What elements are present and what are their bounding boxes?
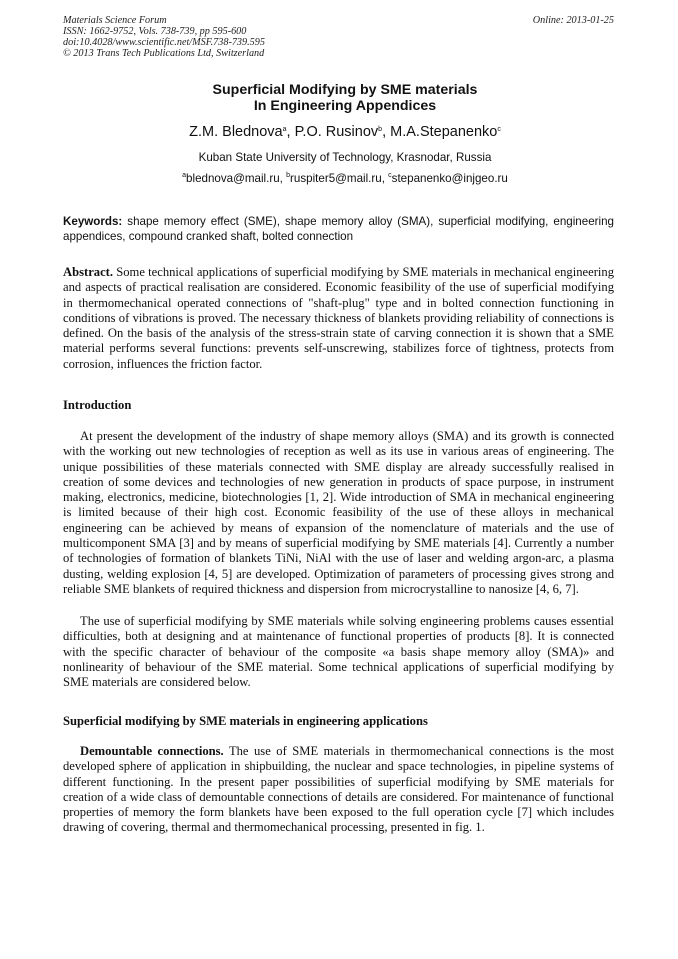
keywords-label: Keywords: <box>63 215 123 228</box>
keywords <box>63 214 614 244</box>
title-line-2: In Engineering Appendices <box>253 98 437 114</box>
author-mark: b <box>378 126 383 133</box>
title-line-1: Superficial Modifying by SME materials <box>212 82 478 98</box>
section-heading: Superficial modifying by SME materials in engineering applications <box>63 714 428 728</box>
author-list: Z.M. Blednova$^a$, P.O. Rusinov$^b$, M.A.Stepanenko$^c$ <box>189 124 501 140</box>
abstract-label: Abstract. <box>63 265 114 279</box>
abstract <box>63 265 614 372</box>
author-name: Z.M. Blednova <box>189 124 283 140</box>
introduction-paragraph: The use of superficial modifying by SME materials while solving engineering problems causes essential difficulties, both at designing and at maintenance of functional properties of products [8]. It is connected with the specific character of behaviour of the composite «a basis shape memory alloy (SMA)» and nonlinearity of behaviour of the SME material. Some technical applications of superficial modifying by SME materials are considered below. <box>63 614 614 690</box>
author-mark: a <box>282 126 287 133</box>
author-mark: c <box>497 126 501 133</box>
email-link[interactable]: blednova@mail.ru <box>186 172 280 185</box>
email-link[interactable]: ruspiter5@mail.ru <box>290 172 382 185</box>
journal-doi: doi:10.4028/www.scientific.net/MSF.738-739.595 <box>63 37 265 48</box>
paragraph-lead: Demountable connections. <box>80 744 224 758</box>
paragraph-text: The use of SME materials in thermomechanical connections is the most developed sphere of application in shipbuilding, the nuclear and space technologies, in pipeline systems of different functioning. In the present paper possibilities of superficial modifying by SME materials for creation of a wide class of demountable connections of details are considered. For maintenance of functional properties of memory the form blankets have been exposed to the full operation cycle [7] which includes drawing of covering, thermal and thermomechanical processing, presented in fig. 1. <box>63 744 614 835</box>
email-mark: c <box>388 172 392 179</box>
abstract-text: Some technical applications of superficial modifying by SME materials in mechanical engineering and aspects of practical realisation are considered. Economic feasibility of the use of superficial modifying in thermomechanical operated connections of "shaft-plug" type and in bolted connection functioning in conditions of vibrations is proved. The necessary thickness of blankets providing reliability of connections is defined. On the basis of the analysis of the stress-strain state of carving connection it is shown that a SME material performs several functions: prevents self-unscrewing, stabilizes force of tightness, protects from corrosion, influences the friction factor. <box>63 265 614 371</box>
email-mark: b <box>286 172 291 179</box>
journal-copyright: © 2013 Trans Tech Publications Ltd, Switzerland <box>63 48 265 59</box>
author-name: M.A.Stepanenko <box>390 124 498 140</box>
journal-name: Materials Science Forum <box>63 15 167 26</box>
keywords-text: shape memory effect (SME), shape memory alloy (SMA), superficial modifying, engineering appendices, compound cranked shaft, bolted connection <box>63 215 614 243</box>
author-name: P.O. Rusinov <box>294 124 379 140</box>
paper-title <box>150 82 540 114</box>
email-list: $^a$blednova@mail.ru, $^b$ruspiter5@mail.ru, $^c$stepanenko@injgeo.ru <box>182 172 508 185</box>
affiliation: Kuban State University of Technology, Krasnodar, Russia <box>198 151 492 164</box>
section-paragraph <box>63 744 614 836</box>
introduction-heading: Introduction <box>63 398 132 412</box>
journal-info <box>63 15 265 59</box>
online-date: Online: 2013-01-25 <box>532 15 614 26</box>
email-link[interactable]: stepanenko@injgeo.ru <box>391 172 508 185</box>
email-mark: a <box>182 172 187 179</box>
journal-issn: ISSN: 1662-9752, Vols. 738-739, pp 595-600 <box>63 26 247 37</box>
introduction-paragraph: At present the development of the industry of shape memory alloys (SMA) and its growth is connected with the working out new technologies of reception as well as its use in various areas of engineering. The unique possibilities of these materials connected with SME display are already successfully realised in creation of some devices and technologies of new generation in products of space purpose, in instrument making, electronics, medicine, biotechnologies [1, 2]. Wide introduction of SMA in mechanical engineering is limited because of their high cost. Economic feasibility of the use of these alloys in mechanical engineering can be achieved by means of expansion of the nomenclature of materials and the use of multicomponent SMA [3] and by means of superficial modifying by SME materials [4]. Currently a number of technologies of formation of blankets TiNi, NiAl with the use of laser and welding argon-arc, a plasma dusting, welding explosion [4, 5] are developed. Optimization of parameters of processing gives strong and reliable SME blankets of required thickness and dispersion from microcrystalline to nanosize [4, 6, 7]. <box>63 429 614 596</box>
